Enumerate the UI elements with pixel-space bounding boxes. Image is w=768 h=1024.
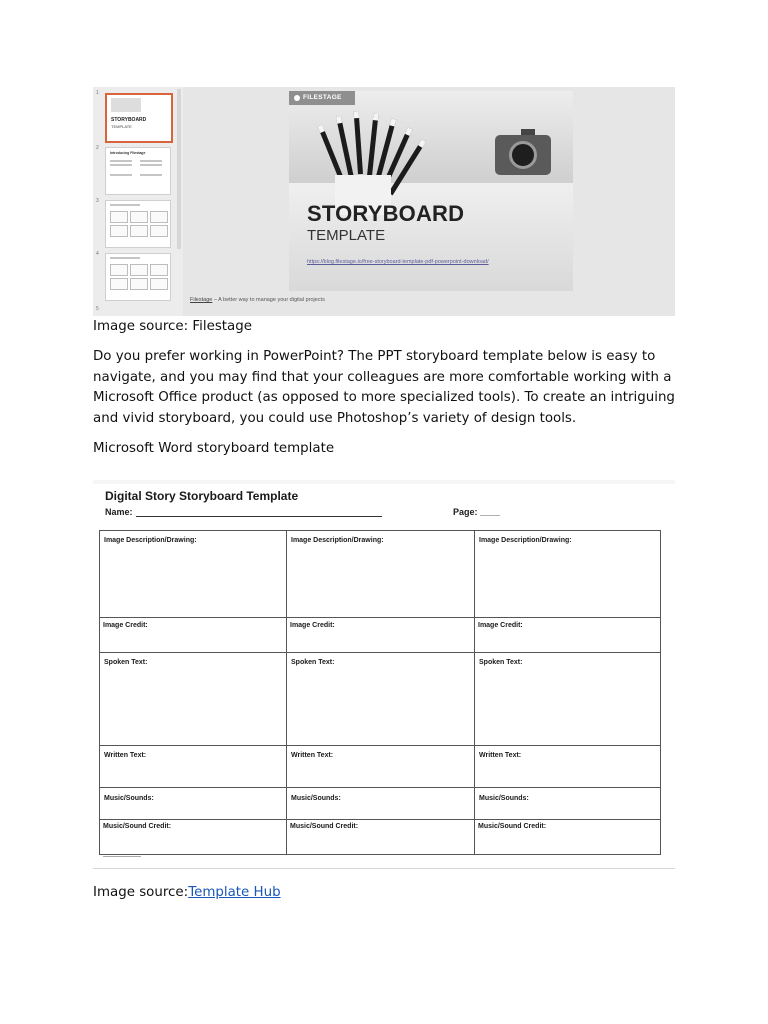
thumbnail-title: Introducing Filestage [110, 151, 146, 155]
cell-label-written-text: Written Text: [479, 752, 522, 759]
thumbnail-text-line [110, 164, 132, 166]
grid-line [99, 617, 661, 618]
storyboard-grid [99, 530, 661, 855]
thumbnail-number: 4 [96, 251, 99, 257]
thumbnail-frame [110, 278, 128, 290]
grid-line [99, 819, 661, 820]
thumbnail-text-line [110, 174, 132, 176]
name-label: Name: [105, 507, 133, 517]
cell-label-image-credit: Image Credit: [478, 622, 523, 629]
template-hub-link[interactable]: Template Hub [188, 885, 281, 900]
slide-thumbnail-2[interactable] [105, 147, 171, 195]
thumbnail-text-line [110, 257, 140, 259]
thumbnail-scrollbar[interactable] [177, 89, 181, 249]
grid-line [99, 530, 661, 531]
name-underline [136, 516, 382, 517]
footer-mark [103, 856, 141, 857]
grid-line [660, 530, 661, 855]
section-heading: Microsoft Word storyboard template [93, 441, 335, 456]
speaker-notes[interactable] [190, 297, 325, 303]
thumbnail-text-line [110, 204, 140, 206]
grid-line [99, 854, 661, 855]
filestage-logo-icon [294, 95, 300, 101]
cell-label-image-credit: Image Credit: [290, 622, 335, 629]
slide-canvas [289, 91, 573, 291]
caption-prefix: Image source: [93, 885, 189, 900]
cell-label-music-sound-credit: Music/Sound Credit: [478, 823, 547, 830]
thumbnail-text-line [140, 174, 162, 176]
template-title: Digital Story Storyboard Template [105, 489, 299, 503]
cell-label-image-description: Image Description/Drawing: [291, 537, 384, 544]
thumbnail-frame [130, 211, 148, 223]
cell-label-music-sounds: Music/Sounds: [479, 795, 529, 802]
image-caption-template-hub [93, 883, 683, 904]
grid-line [99, 530, 100, 855]
grid-line [99, 745, 661, 746]
thumbnail-text-line [140, 164, 162, 166]
thumbnail-number: 3 [96, 198, 99, 204]
thumbnail-number: 1 [96, 90, 99, 96]
filestage-logo-text: FILESTAGE [303, 94, 342, 101]
thumbnail-frame [110, 211, 128, 223]
thumbnail-frame [130, 278, 148, 290]
cell-label-written-text: Written Text: [104, 752, 147, 759]
thumbnail-frame [150, 264, 168, 276]
intro-paragraph: Do you prefer working in PowerPoint? The PPT storyboard template below is easy to navigate, and you may find that your colleagues are more comfortable working with a Microsoft Office product (as opposed to more specialized tools). To create an intriguing and vivid storyboard, you could use Photoshop’s variety of design tools. [93, 349, 675, 426]
notes-filestage-link[interactable]: Filestage [190, 297, 213, 303]
thumbnail-text-line [140, 160, 162, 162]
cell-label-image-credit: Image Credit: [103, 622, 148, 629]
image-top-strip [93, 480, 675, 484]
cell-label-spoken-text: Spoken Text: [291, 659, 335, 666]
thumbnail-number: 2 [96, 145, 99, 151]
cell-label-image-description: Image Description/Drawing: [479, 537, 572, 544]
cell-label-spoken-text: Spoken Text: [479, 659, 523, 666]
thumbnail-frame [150, 278, 168, 290]
cell-label-music-sounds: Music/Sounds: [104, 795, 154, 802]
thumbnail-frame [130, 225, 148, 237]
thumbnail-frame [110, 225, 128, 237]
slide-thumbnail-3[interactable] [105, 200, 171, 248]
grid-line [474, 530, 475, 855]
image-caption-filestage: Image source: Filestage [93, 319, 253, 334]
cell-label-spoken-text: Spoken Text: [104, 659, 148, 666]
thumbnail-text-line [110, 160, 132, 162]
thumbnail-number: 5 [96, 306, 99, 312]
camera-lens-graphic [509, 141, 537, 169]
cell-label-music-sound-credit: Music/Sound Credit: [290, 823, 359, 830]
cell-label-written-text: Written Text: [291, 752, 334, 759]
page-label: Page: ____ [453, 507, 501, 517]
slide-thumbnail-4[interactable] [105, 253, 171, 301]
thumbnail-subtitle: TEMPLATE [111, 124, 132, 129]
grid-line [99, 787, 661, 788]
filestage-logo [289, 91, 355, 105]
slide-title: STORYBOARD [307, 201, 465, 226]
slide-thumbnail-panel [93, 87, 183, 316]
cell-label-music-sounds: Music/Sounds: [291, 795, 341, 802]
thumbnail-frame [150, 211, 168, 223]
powerpoint-screenshot [93, 87, 675, 316]
cell-label-image-description: Image Description/Drawing: [104, 537, 197, 544]
thumbnail-image [111, 98, 141, 112]
thumbnail-frame [110, 264, 128, 276]
notes-text: – A better way to manage your digital projects [212, 297, 325, 303]
word-storyboard-template-image [93, 480, 675, 869]
cell-label-music-sound-credit: Music/Sound Credit: [103, 823, 172, 830]
slide-subtitle: TEMPLATE [307, 227, 386, 244]
slide-thumbnail-1[interactable] [105, 93, 173, 143]
thumbnail-frame [130, 264, 148, 276]
grid-line [99, 652, 661, 653]
slide-url-link[interactable]: https://blog.filestage.io/free-storyboard-template-pdf-powerpoint-download/ [307, 259, 489, 265]
thumbnail-title: STORYBOARD [111, 117, 147, 123]
thumbnail-frame [150, 225, 168, 237]
grid-line [286, 530, 287, 855]
